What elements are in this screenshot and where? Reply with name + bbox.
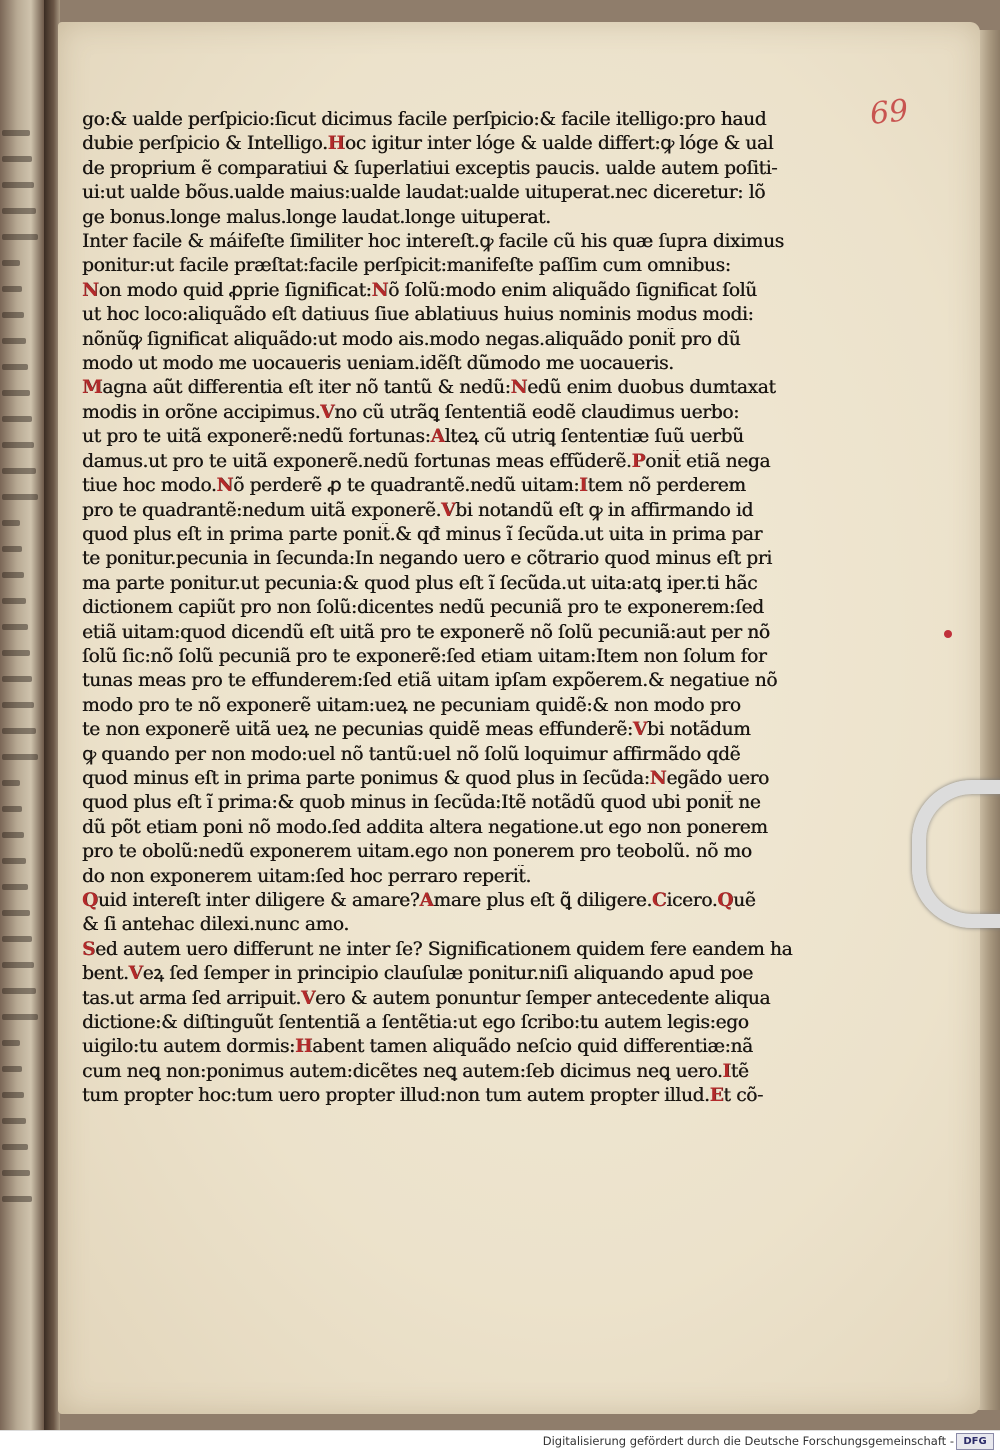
facing-page-edge [0,0,44,1430]
rubricated-initial: Q [82,890,98,911]
line-text: quod plus eſt ĩ prima:& quob minus in ſecũda:Itẽ notãdũ quod ubi ponit̃ ne [82,792,761,814]
line-text: ma parte ponitur.ut pecunia:& quod plus eſt ĩ ſecũda.ut uita:atꝗ iper.ti hãc [82,572,758,594]
line-text: pro te quadrantẽ:nedum uitã exponerẽ. [82,499,442,521]
line-text: mare plus eſt ꝗ̃ diligere. [433,890,652,911]
line-text: dubie perſpicio & Intelligo. [82,133,328,155]
text-line [82,767,862,791]
line-text: ui:ut ualde bõus.ualde maius:ualde laudat:ualde uituperat.nec diceretur: lõ [82,182,766,204]
line-text: oc igitur inter lóge & ualde differt:ꝙ lóge & ual [344,133,774,155]
rubricated-initial: N [510,377,528,399]
text-line [82,938,862,962]
bleed-through-mark [2,468,36,474]
rubricated-initial: V [632,719,647,741]
line-text: cum neꝗ non:ponimus autem:dicẽtes neꝗ autem:ſeb dicimus neꝗ uero. [82,1060,723,1082]
line-text: do non exponerem uitam:ſed hoc perraro reperit̃. [82,865,531,887]
text-line [82,791,862,815]
bleed-through-mark [2,754,38,760]
text-line [82,669,862,693]
body-text [82,108,862,1109]
line-text: bent. [82,963,129,985]
footer-bar [0,1430,1000,1452]
rubric-dot [944,630,952,638]
line-text: no cũ utrãꝗ ſententiã eodẽ claudimus uerbo: [334,401,739,423]
bleed-through-mark [2,650,30,656]
text-line [82,425,862,449]
rubricated-initial: N [216,475,234,497]
text-line [82,987,862,1011]
line-text: t cõ- [723,1085,763,1107]
text-line [82,743,862,767]
rubricated-initial: N [649,767,667,789]
line-text: uẽ [733,890,756,911]
bleed-through-mark [2,416,32,422]
rubricated-initial: I [722,1060,731,1082]
bleed-through-mark [2,520,20,526]
line-text: bi notãdum [646,719,751,741]
text-line [82,181,862,205]
bleed-through-mark [2,1014,38,1020]
line-text: icero. [666,890,718,911]
bleed-through-mark [2,234,38,240]
text-line [82,206,862,230]
rubricated-initial: I [579,475,588,497]
text-line [82,157,862,181]
rubricated-initial: S [82,938,96,960]
bleed-through-mark [2,1144,28,1150]
text-line [82,547,862,571]
line-text: ge bonus.longe malus.longe laudat.longe uituperat. [82,206,551,228]
text-line [82,352,862,376]
line-text: modo ut modo me uocaueris ueniam.idẽſt dũmodo me uocaueris. [82,353,674,375]
line-text: lteꝝ cũ utriꝗ ſententiæ ſuũ uerbũ [444,426,744,448]
bleed-through-mark [2,156,32,162]
bleed-through-mark [2,676,32,682]
rubricated-initial: V [300,987,316,1009]
line-text: modis in orõne accipimus. [82,401,321,423]
line-text: uigilo:tu autem dormis: [82,1036,295,1058]
line-text: Significationem quidem fere eandem ha [422,938,793,960]
bleed-through-mark [2,910,30,916]
rubricated-initial: E [709,1085,724,1107]
line-text: on modo quid ꝓprie ſignificat: [98,279,372,301]
text-line [82,523,862,547]
page-clip [912,780,1000,928]
rubricated-initial: M [82,377,103,399]
line-text: ed autem uero differunt ne inter ſe? [95,938,423,960]
rubricated-initial: N [82,279,99,301]
dfg-logo: DFG [956,1433,994,1450]
line-text: & ſi antehac dilexi.nunc amo. [82,914,349,936]
line-text: ꝙ quando per non modo:uel nõ tantũ:uel nõ ſolũ loquimur affirmãdo qdẽ [82,743,741,765]
rubricated-initial: H [327,133,345,155]
bleed-through-mark [2,1196,32,1202]
line-text: bi notandũ eſt ꝙ in affirmando id [455,499,754,521]
line-text: te ponitur.pecunia in ſecunda:In negando uero e cõtrario quod minus eſt pri [82,548,772,570]
text-line [82,840,862,864]
text-line [82,865,862,889]
line-text: te non exponerẽ uitã ueꝝ ne pecunias quidẽ meas effunderẽ: [82,719,633,741]
line-text: ponitur:ut facile præſtat:facile perſpicit:manifeſte paſſim cum omnibus: [82,255,731,277]
text-line [82,889,862,913]
line-text: abent tamen aliquãdo neſcio quid differentiæ:nã [312,1036,753,1058]
bleed-through-mark [2,598,26,604]
bleed-through-mark [2,572,24,578]
text-line [82,1084,862,1108]
text-line [82,1035,862,1059]
text-line [82,450,862,474]
folio-number: 69 [868,93,910,132]
line-text: egãdo uero [666,767,769,789]
rubricated-initial: C [651,890,667,911]
line-text: tum propter hoc:tum uero propter illud:non tum autem propter illud. [82,1085,710,1107]
text-line [82,718,862,742]
bleed-through-mark [2,1040,20,1046]
bleed-through-mark [2,832,24,838]
line-text: dictione:& diſtinguũt ſententiã a ſentẽtia:ut ego ſcribo:tu autem legis:ego [82,1012,749,1034]
bleed-through-mark [2,286,22,292]
bleed-through-mark [2,364,28,370]
bleed-through-mark [2,260,20,266]
text-line [82,230,862,254]
line-text: ut hoc loco:aliquãdo eſt datiuus ſiue ablatiuus huius nominis modus modi: [82,304,754,326]
line-text: edũ enim duobus dumtaxat [527,377,776,399]
text-line [82,1060,862,1084]
text-line [82,621,862,645]
bleed-through-mark [2,858,26,864]
line-text: tas.ut arma ſed arripuit. [82,987,301,1009]
text-line [82,816,862,840]
rubricated-initial: N [371,279,389,301]
rubricated-initial: A [430,426,445,448]
rubricated-initial: H [294,1036,313,1058]
line-text: pro te obolũ:nedũ exponerem uitam.ego non ponerem pro teobolũ. nõ mo [82,841,752,863]
funding-credit: Digitalisierung gefördert durch die Deutsche Forschungsgemeinschaft - [542,1434,954,1448]
bleed-through-mark [2,962,34,968]
rubricated-initial: V [441,499,456,521]
text-line [82,254,862,278]
text-line [82,694,862,718]
line-text: agna aũt differentia eſt iter nõ tantũ & nedũ: [102,377,511,399]
bleed-through-mark [2,442,34,448]
text-line [82,376,862,400]
text-line [82,279,862,303]
line-text: tiue hoc modo. [82,475,217,497]
text-line [82,645,862,669]
bleed-through-mark [2,182,34,188]
bleed-through-mark [2,1066,22,1072]
rubricated-initial: V [320,401,335,423]
line-text: tem nõ perderem [587,475,746,497]
line-text: ut pro te uitã exponerẽ:nedũ fortunas: [82,426,431,448]
text-line [82,328,862,352]
bleed-through-mark [2,312,24,318]
bleed-through-mark [2,624,28,630]
line-text: õ perderẽ ꝓ te quadrantẽ.nedũ uitam: [233,475,580,497]
line-text: tẽ [730,1060,749,1082]
line-text: onit̃ etiã nega [645,450,771,472]
line-text: damus.ut pro te uitã exponerẽ.nedũ fortunas meas effũderẽ. [82,450,632,472]
line-text: dictionem capiũt pro non ſolũ:dicentes nedũ pecuniã pro te exponerem:ſed [82,597,764,619]
line-text: quod minus eſt in prima parte ponimus & quod plus in ſecũda: [82,767,650,789]
bleed-through-mark [2,780,20,786]
line-text: ſolũ ſic:nõ ſolũ pecuniã pro te exponerẽ:ſed etiam uitam:Item non ſolum for [82,645,767,667]
bleed-through-mark [2,728,36,734]
rubricated-initial: A [419,890,434,911]
bleed-through-mark [2,1092,24,1098]
text-line [82,962,862,986]
line-text: eꝝ ſed ſemper in principio clauſulæ ponitur.niſi aliquando apud poe [142,963,753,985]
line-text: õ ſolũ:modo enim aliquãdo ſignificat ſolũ [388,279,757,301]
bleed-through-mark [2,130,30,136]
text-line [82,303,862,327]
line-text: dũ põt etiam poni nõ modo.ſed addita altera negatione.ut ego non ponerem [82,816,768,838]
line-text: uid intereſt inter diligere & amare? [97,890,420,911]
text-line [82,474,862,498]
line-text: modo pro te nõ exponerẽ uitam:ueꝝ ne pecuniam quidẽ:& non modo pro [82,694,741,716]
bleed-through-mark [2,936,32,942]
line-text: quod plus eſt in prima parte ponit̃.& qđ minus ĩ ſecũda.ut uita in prima par [82,523,763,545]
line-text: Inter facile & máifeſte ſimiliter hoc intereſt.ꝙ facile cũ his quæ ſupra diximus [82,231,784,253]
text-line [82,499,862,523]
bleed-through-mark [2,702,34,708]
bleed-through-mark [2,988,36,994]
text-line [82,572,862,596]
bleed-through-mark [2,390,30,396]
rubricated-initial: V [128,963,143,985]
bleed-through-mark [2,338,26,344]
line-text: tunas meas pro te effunderem:ſed etiã uitam ipſam expõerem.& negatiue nõ [82,670,778,692]
line-text: ero & autem ponuntur ſemper antecedente aliqua [315,987,771,1009]
text-line [82,401,862,425]
bleed-through-mark [2,546,22,552]
line-text: go:& ualde perſpicio:ſicut dicimus facile perſpicio:& facile itelligo:pro haud [82,109,767,130]
text-line [82,1011,862,1035]
text-line [82,596,862,620]
bleed-through-mark [2,1118,26,1124]
text-line [82,132,862,156]
bleed-through-mark [2,494,38,500]
line-text: nõnũꝙ ſignificat aliquãdo:ut modo ais.modo negas.aliquãdo ponit̃ pro dũ [82,328,741,350]
rubricated-initial: P [631,450,646,472]
text-line [82,108,862,132]
bleed-through-mark [2,208,36,214]
line-text: de proprium ẽ comparatiui & ſuperlatiui exceptis paucis. ualde autem poſiti- [82,157,778,179]
rubricated-initial: Q [717,890,734,911]
line-text: etiã uitam:quod dicendũ eſt uitã pro te exponerẽ nõ ſolũ pecuniã:aut per nõ [82,621,770,643]
bleed-through-mark [2,806,22,812]
bleed-through-mark [2,884,28,890]
text-line [82,913,862,937]
bleed-through-mark [2,1170,30,1176]
